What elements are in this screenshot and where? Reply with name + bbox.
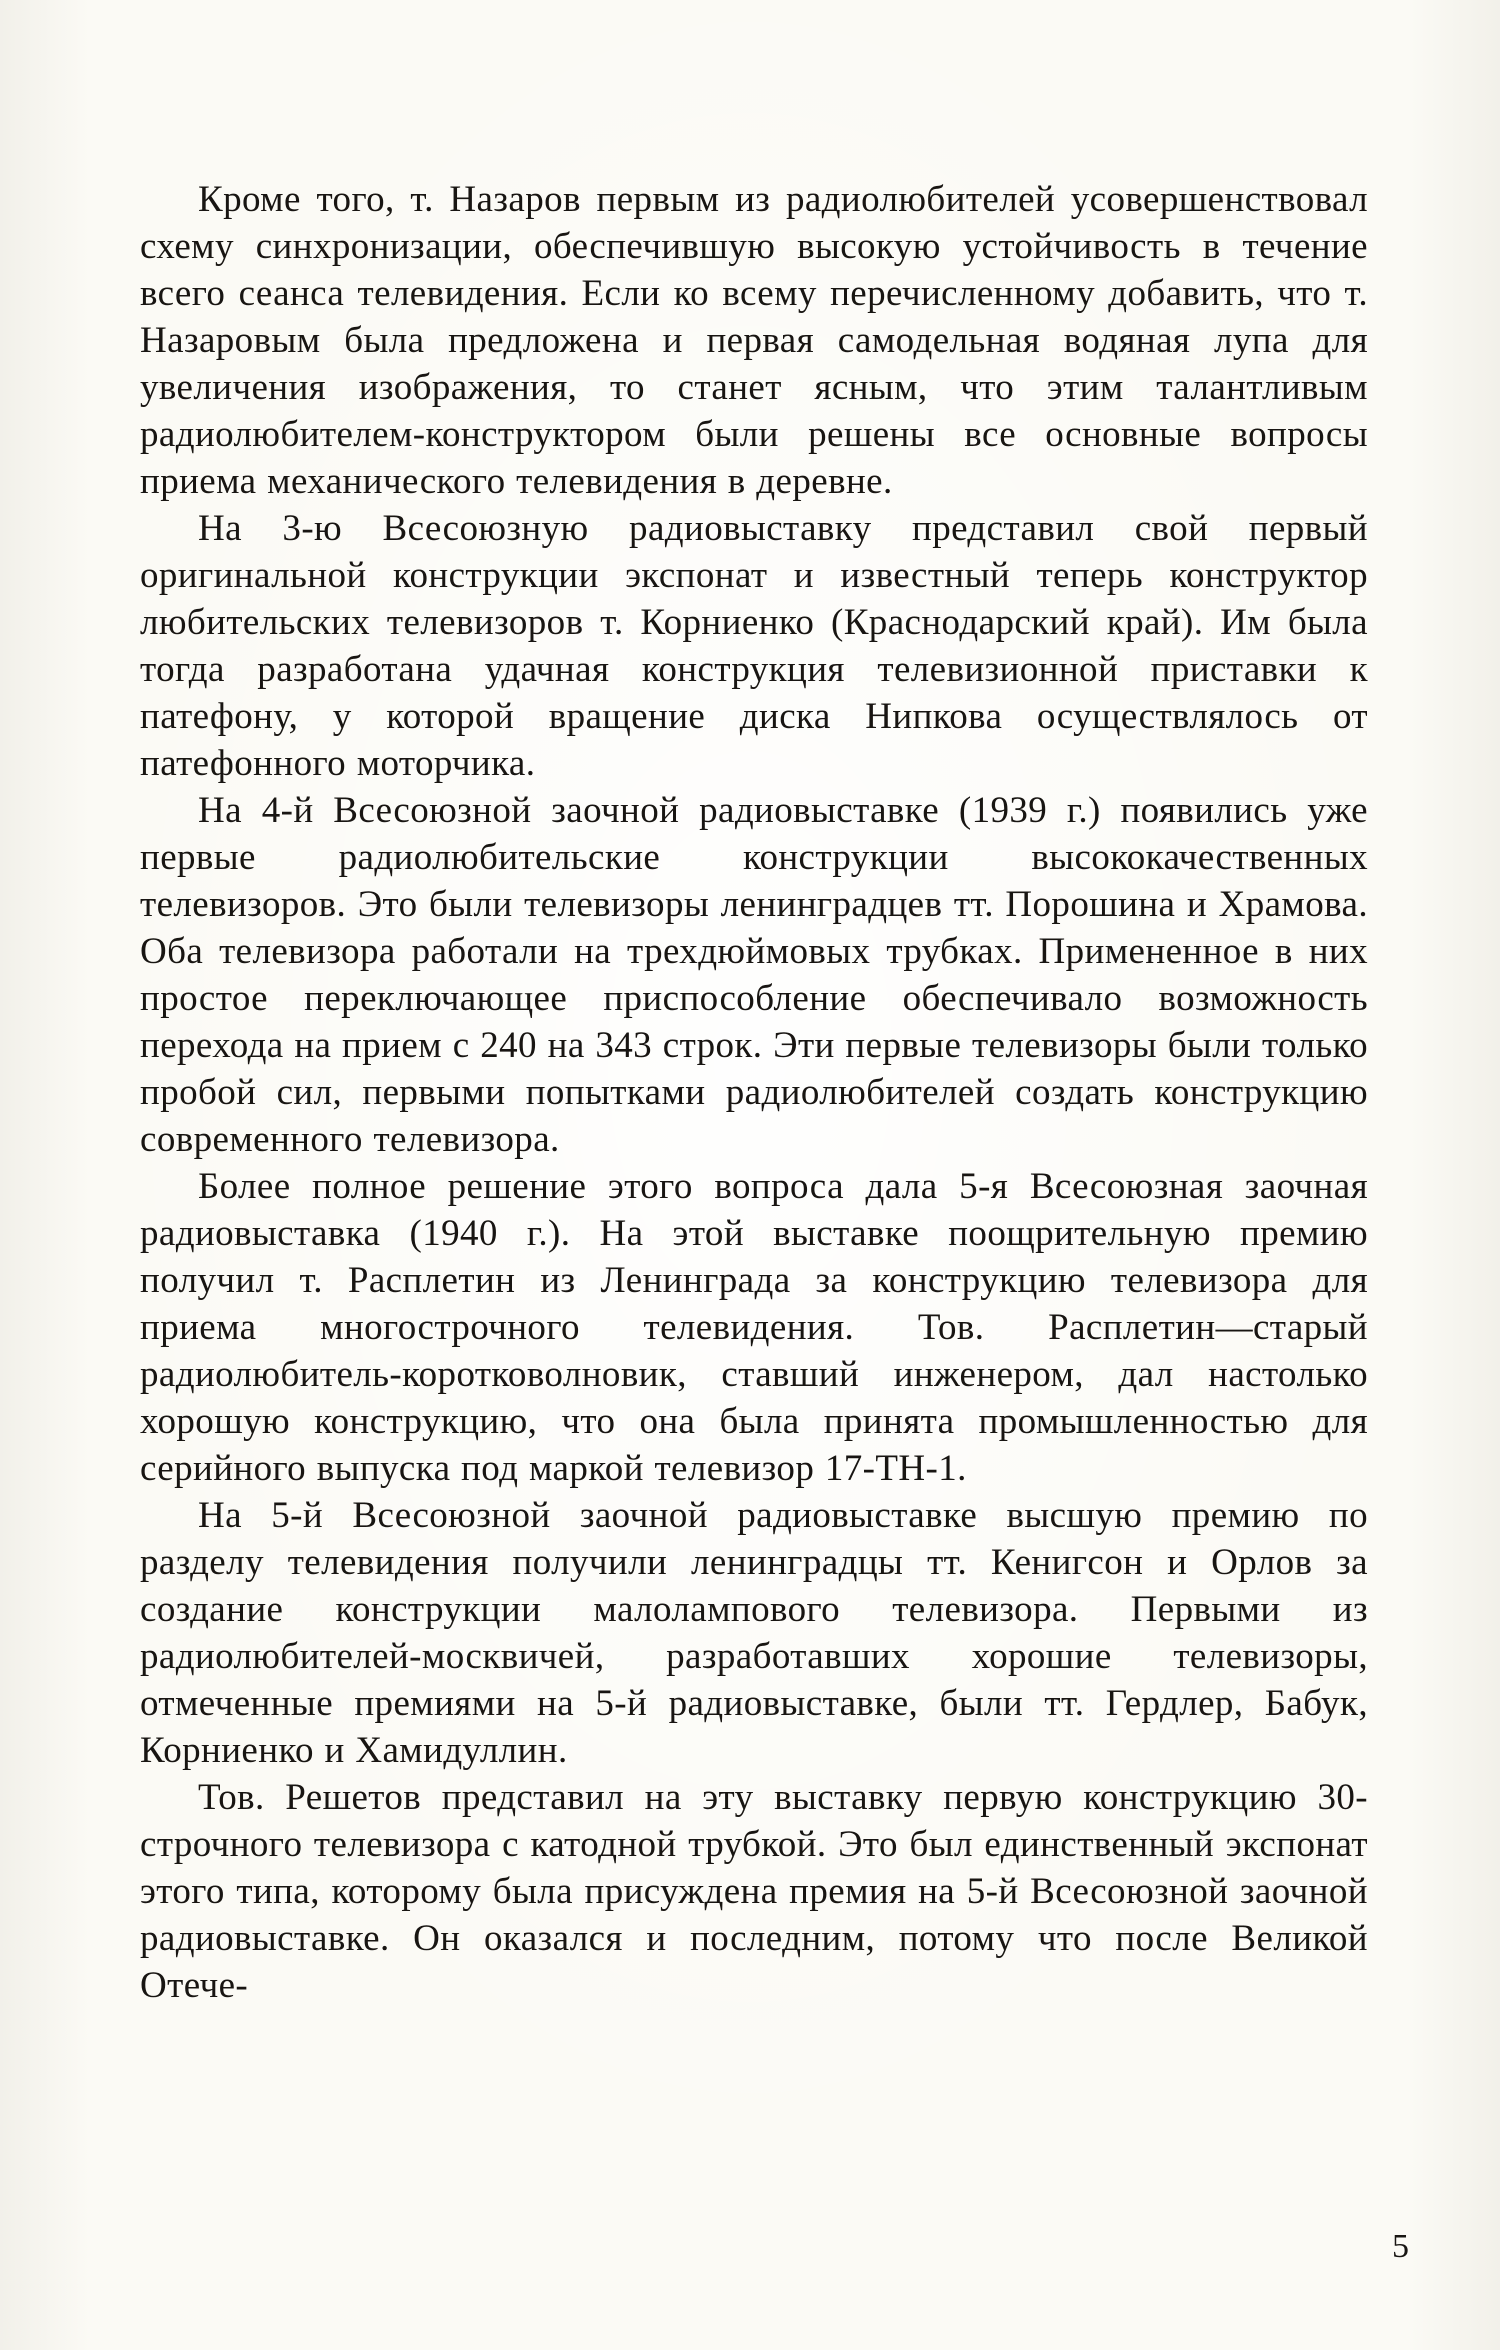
paragraph: На 3-ю Всесоюзную радиовыставку представил свой первый оригинальной конструкции экспонат и известный теперь конструктор любительских телевизоров т. Корниенко (Краснодарский край). Им была тогда разработана удачная конструкция телевизионной приставки к патефону, у которой вращение диска Нипкова осуществлялось от патефонного моторчика. [140, 508, 1368, 784]
paragraph: Более полное решение этого вопроса дала 5-я Всесоюзная заочная радиовыставка (1940 г.). На этой выставке поощрительную премию получил т. Расплетин из Ленинграда за конструкцию телевизора для приема многострочного телевидения. Тов. Расплетин—старый радиолюбитель-коротковолновик, ставший инженером, дал настолько хорошую конструкцию, что она была принята промышленностью для серийного выпуска под маркой телевизор 17-ТН-1. [140, 1166, 1368, 1489]
paragraph: Кроме того, т. Назаров первым из радиолюбителей усовершенствовал схему синхронизации, обеспечившую высокую устойчивость в течение всего сеанса телевидения. Если ко всему перечисленному добавить, что т. Назаровым была предложена и первая самодельная водяная лупа для увеличения изображения, то станет ясным, что этим талантливым радиолюбителем-конструктором были решены все основные вопросы приема механического телевидения в деревне. [140, 179, 1368, 502]
paragraph: Тов. Решетов представил на эту выставку первую конструкцию 30-строчного телевизора с катодной трубкой. Это был единственный экспонат этого типа, которому была присуждена премия на 5-й Всесоюзной заочной радиовыставке. Он оказался и последним, потому что после Великой Отече- [140, 1777, 1368, 2006]
paragraph: На 4-й Всесоюзной заочной радиовыставке (1939 г.) появились уже первые радиолюбительские конструкции высококачественных телевизоров. Это были телевизоры ленинградцев тт. Порошина и Храмова. Оба телевизора работали на трехдюймовых трубках. Примененное в них простое переключающее приспособление обеспечивало возможность перехода на прием с 240 на 343 строк. Эти первые телевизоры были только пробой сил, первыми попытками радиолюбителей создать конструкцию современного телевизора. [140, 790, 1368, 1160]
page-text-block [140, 176, 1368, 2009]
paragraph: На 5-й Всесоюзной заочной радиовыставке высшую премию по разделу телевидения получили ленинградцы тт. Кенигсон и Орлов за создание конструкции малолампового телевизора. Первыми из радиолюбителей-москвичей, разработавших хорошие телевизоры, отмеченные премиями на 5-й радиовыставке, были тт. Гердлер, Бабук, Корниенко и Хамидуллин. [140, 1495, 1368, 1771]
page-number: 5 [1392, 2228, 1410, 2265]
